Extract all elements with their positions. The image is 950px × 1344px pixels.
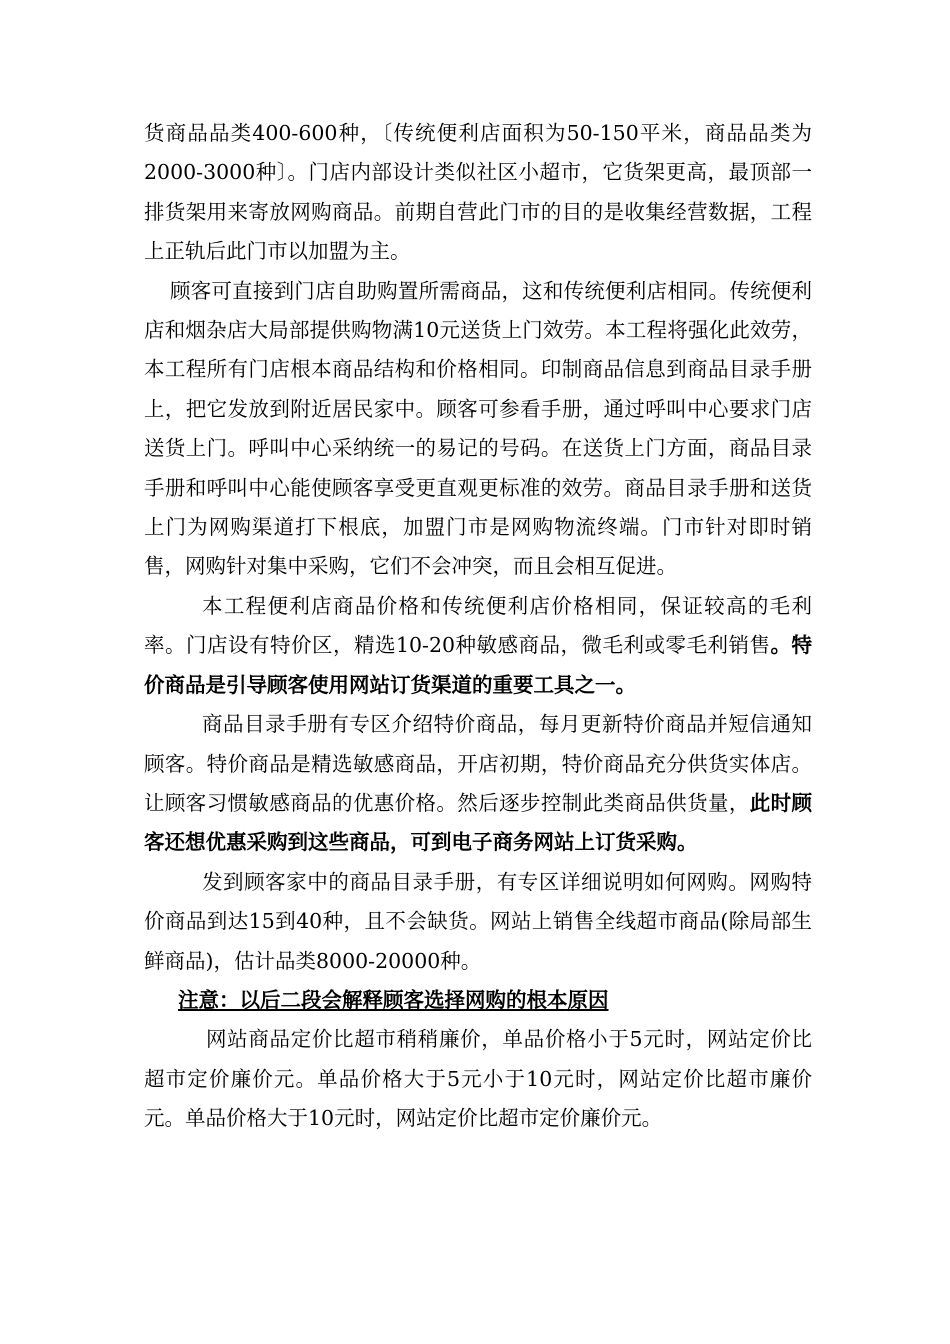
paragraph-pricing-strategy [144,587,812,705]
document-page [144,114,812,1139]
paragraph-catalog-online: 发到顾客家中的商品目录手册，有专区详细说明如何网购。网购特价商品到达15到40种，且不会缺货。网站上销售全线超市商品(除局部生鲜商品)，估计品类8000-20000种。 [144,869,812,973]
paragraph-online-pricing: 网站商品定价比超市稍稍廉价，单品价格小于5元时，网站定价比超市定价廉价元。单品价格大于5元小于10元时，网站定价比超市廉价元。单品价格大于10元时，网站定价比超市定价廉价元。 [144,1027,812,1131]
special-offers-emphasis: 此时顾客还想优惠采购到这些商品，可到电子商务网站上订货采购。 [144,790,813,855]
pricing-text: 本工程便利店商品价格和传统便利店价格相同，保证较高的毛利率。门店设有特价区，精选10-20种敏感商品，微毛利或零毛利销售 [144,593,812,658]
special-offers-text: 商品目录手册有专区介绍特价商品，每月更新特价商品并短信通知顾客。特价商品是精选敏感商品，开店初期，特价商品充分供货实体店。让顾客习惯敏感商品的优惠价格。然后逐步控制此类商品供货量， [144,712,812,815]
note-heading: 注意：以后二段会解释顾客选择网购的根本原因 [178,987,609,1012]
pricing-emphasis: 。特价商品是引导顾客使用网站订货渠道的重要工具之一。 [144,633,812,697]
paragraph-store-layout: 货商品品类400-600种，〔传统便利店面积为50-150平米，商品品类为2000-3000种〕。门店内部设计类似社区小超市，它货架更高，最顶部一排货架用来寄放网购商品。前期自营此门市的目的是收集经营数据，工程上正轨后此门市以加盟为主。 [144,121,812,264]
paragraph-delivery-service: 顾客可直接到门店自助购置所需商品，这和传统便利店相同。传统便利店和烟杂店大局部提供购物满10元送货上门效劳。本工程将强化此效劳，本工程所有门店根本商品结构和价格相同。印制商品信息到商品目录手册上，把它发放到附近居民家中。顾客可参看手册，通过呼叫中心要求门店送货上门。呼叫中心采纳统一的易记的号码。在送货上门方面，商品目录手册和呼叫中心能使顾客享受更直观更标准的效劳。商品目录手册和送货上门为网购渠道打下根底，加盟门市是网购物流终端。门市针对即时销售，网购针对集中采购，它们不会冲突，而且会相互促进。 [144,278,812,579]
paragraph-special-offers [144,705,812,863]
